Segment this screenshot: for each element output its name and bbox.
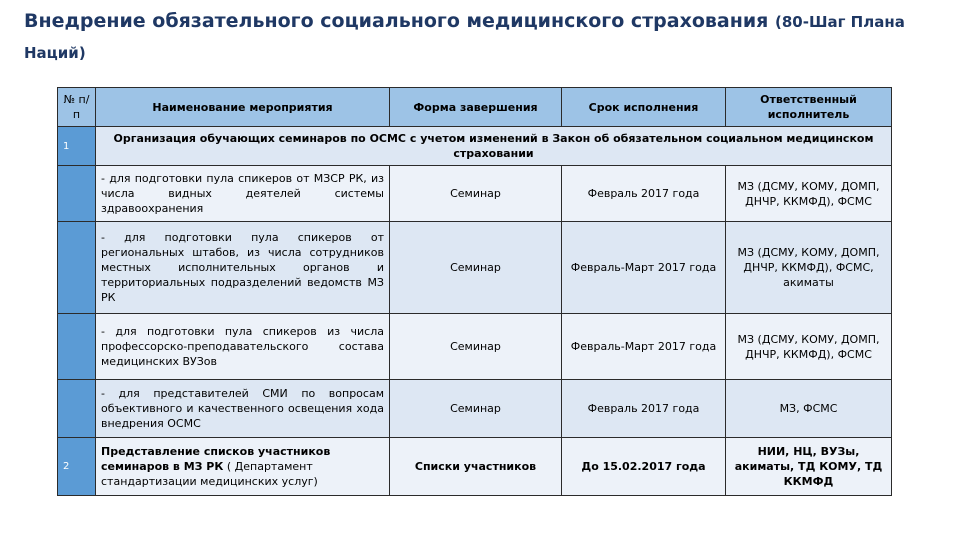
section-title: Организация обучающих семинаров по ОСМС с учетом изменений в Закон об обязательном социальном медицинском страховании — [96, 127, 892, 166]
row-term: Февраль 2017 года — [562, 380, 726, 438]
row-resp: МЗ (ДСМУ, КОМУ, ДОМП, ДНЧР, ККМФД), ФСМС — [726, 314, 892, 380]
row2-name-rest: ( Департамент стандартизации медицинских услуг) — [101, 460, 318, 488]
row-form: Семинар — [390, 380, 562, 438]
row-form: Семинар — [390, 314, 562, 380]
row2-form: Списки участников — [390, 438, 562, 496]
row2-name — [96, 438, 390, 496]
row-resp: МЗ (ДСМУ, КОМУ, ДОМП, ДНЧР, ККМФД), ФСМС, акиматы — [726, 222, 892, 314]
table-row — [58, 314, 892, 380]
header-resp: Ответственный исполнитель — [726, 88, 892, 127]
row-name: - для подготовки пула спикеров от МЗСР РК, из числа видных деятелей системы здравоохранения — [96, 166, 390, 222]
row-num-cell — [58, 222, 96, 314]
header-term: Срок исполнения — [562, 88, 726, 127]
row-term: Февраль 2017 года — [562, 166, 726, 222]
row-name: - для представителей СМИ по вопросам объективного и качественного освещения хода внедрения ОСМС — [96, 380, 390, 438]
row-name: - для подготовки пула спикеров из числа профессорско-преподавательского состава медицинских ВУЗов — [96, 314, 390, 380]
row-form: Семинар — [390, 222, 562, 314]
row-resp: МЗ (ДСМУ, КОМУ, ДОМП, ДНЧР, ККМФД), ФСМС — [726, 166, 892, 222]
section-num: 1 — [58, 127, 96, 166]
header-num: № п/п — [58, 88, 96, 127]
row-term: Февраль-Март 2017 года — [562, 222, 726, 314]
table-row-2 — [58, 438, 892, 496]
table-row — [58, 222, 892, 314]
row-term: Февраль-Март 2017 года — [562, 314, 726, 380]
row2-num: 2 — [58, 438, 96, 496]
title-subtitle: (80-Шаг Плана Наций) — [24, 13, 905, 62]
row2-resp: НИИ, НЦ, ВУЗы, акиматы, ТД КОМУ, ТД ККМФД — [726, 438, 892, 496]
row2-term: До 15.02.2017 года — [562, 438, 726, 496]
plan-table — [57, 87, 892, 496]
row-num-cell — [58, 314, 96, 380]
row-name: - для подготовки пула спикеров от региональных штабов, из числа сотрудников местных исполнительных органов и территориальных подразделений ведомств МЗ РК — [96, 222, 390, 314]
row-form: Семинар — [390, 166, 562, 222]
table-row — [58, 166, 892, 222]
title-main: Внедрение обязательного социального медицинского страхования — [24, 10, 769, 32]
header-form: Форма завершения — [390, 88, 562, 127]
table-header-row — [58, 88, 892, 127]
row2-name-bold: Представление списков участников семинаров в МЗ РК — [101, 445, 331, 473]
row-num-cell — [58, 380, 96, 438]
row-num-cell — [58, 166, 96, 222]
row-resp: МЗ, ФСМС — [726, 380, 892, 438]
header-name: Наименование мероприятия — [96, 88, 390, 127]
section-row — [58, 127, 892, 166]
table-row — [58, 380, 892, 438]
slide-title — [24, 6, 924, 68]
